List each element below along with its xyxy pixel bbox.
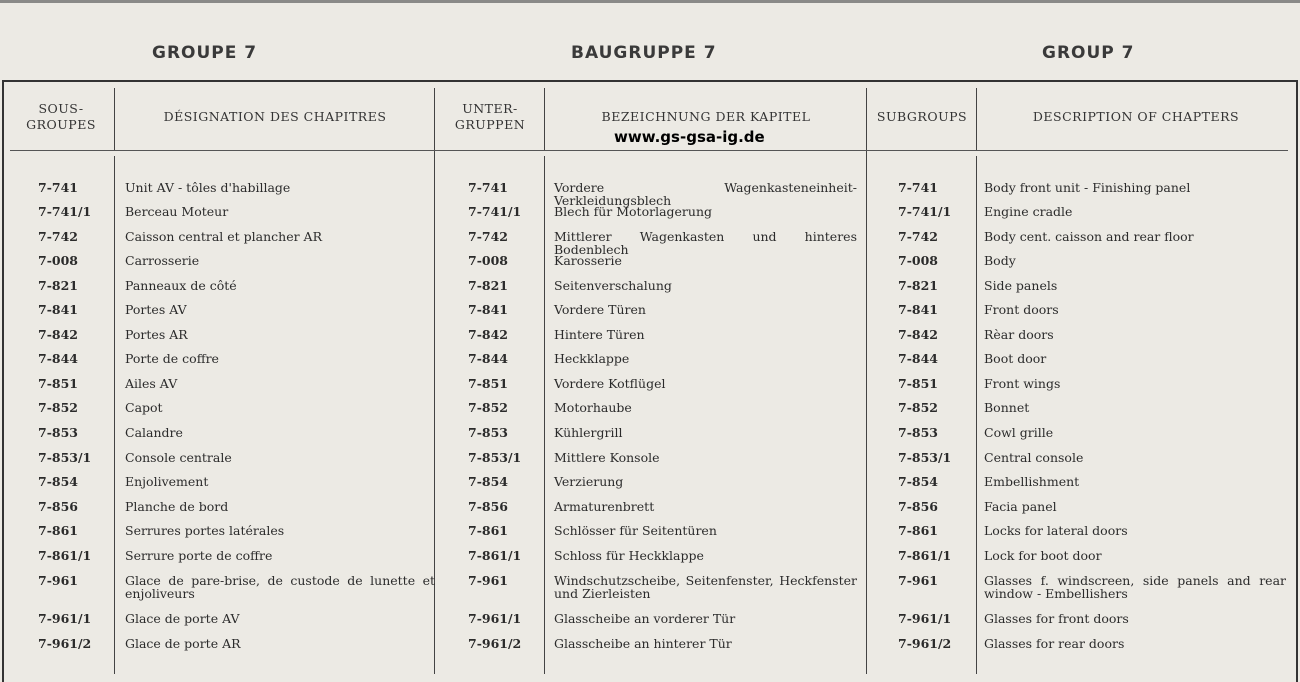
col-header-code-en: SUBGROUPS: [876, 109, 968, 124]
row-code-en: 7-841: [898, 302, 938, 317]
row-desc-en: Cowl grille: [984, 425, 1054, 440]
row-desc-de: Blech für Motorlagerung: [554, 204, 713, 219]
group-title-fr: GROUPE 7: [152, 43, 258, 63]
col-header-desc-fr: DÉSIGNATION DES CHAPITRES: [163, 109, 387, 124]
row-code-fr: 7-961/2: [38, 636, 92, 651]
row-code-fr: 7-961/1: [38, 611, 92, 626]
row-desc-de: Windschutzscheibe, Seitenfenster, Heckfenster und Zierleisten: [554, 573, 857, 601]
row-code-en: 7-854: [898, 474, 938, 489]
row-desc-fr: Capot: [125, 400, 163, 415]
col-header-desc-de: BEZEICHNUNG DER KAPITEL: [601, 109, 811, 124]
row-desc-de: Glasscheibe an vorderer Tür: [554, 611, 736, 626]
divider-en-body: [976, 156, 977, 674]
row-desc-en: Engine cradle: [984, 204, 1073, 219]
row-code-fr: 7-821: [38, 278, 78, 293]
row-code-de: 7-861: [468, 523, 508, 538]
row-code-fr: 7-851: [38, 376, 78, 391]
row-desc-fr: Planche de bord: [125, 499, 229, 514]
row-desc-fr: Glace de pare-brise, de custode de lunette et enjoliveurs: [125, 573, 435, 601]
col-header-desc-en: DESCRIPTION OF CHAPTERS: [1032, 109, 1240, 124]
row-code-fr: 7-853: [38, 425, 78, 440]
row-code-en: 7-742: [898, 229, 938, 244]
row-code-en: 7-852: [898, 400, 938, 415]
row-code-fr: 7-844: [38, 351, 78, 366]
row-code-fr: 7-741/1: [38, 204, 92, 219]
row-desc-en: Embellishment: [984, 474, 1080, 489]
row-desc-de: Vordere Wagenkasteneinheit-Verkleidungsblech: [554, 180, 857, 208]
row-desc-de: Schloss für Heckklappe: [554, 548, 704, 563]
row-desc-de: Mittlerer Wagenkasten und hinteres Bodenblech: [554, 229, 857, 257]
row-desc-en: Bonnet: [984, 400, 1030, 415]
row-code-de: 7-856: [468, 499, 508, 514]
row-code-de: 7-741/1: [468, 204, 522, 219]
row-desc-fr: Carrosserie: [125, 253, 200, 268]
row-code-en: 7-842: [898, 327, 938, 342]
group-title-en: GROUP 7: [1042, 43, 1135, 63]
row-desc-de: Schlösser für Seitentüren: [554, 523, 717, 538]
row-code-en: 7-961/2: [898, 636, 952, 651]
row-code-de: 7-844: [468, 351, 508, 366]
row-code-en: 7-741/1: [898, 204, 952, 219]
row-code-en: 7-853: [898, 425, 938, 440]
row-desc-fr: Ailes AV: [125, 376, 178, 391]
row-code-fr: 7-854: [38, 474, 78, 489]
row-code-de: 7-961: [468, 573, 508, 588]
row-desc-en: Side panels: [984, 278, 1058, 293]
row-desc-fr: Caisson central et plancher AR: [125, 229, 322, 244]
row-code-en: 7-961: [898, 573, 938, 588]
row-desc-fr: Enjolivement: [125, 474, 209, 489]
top-edge-line: [0, 0, 1300, 3]
row-desc-en: Body cent. caisson and rear floor: [984, 229, 1194, 244]
row-desc-de: Verzierung: [554, 474, 624, 489]
row-desc-en: Rèar doors: [984, 327, 1054, 342]
row-code-en: 7-856: [898, 499, 938, 514]
row-desc-fr: Glace de porte AV: [125, 611, 240, 626]
divider-de-body: [544, 156, 545, 674]
col-header-code-fr: SOUS-GROUPES: [26, 101, 96, 132]
row-desc-de: Kühlergrill: [554, 425, 623, 440]
row-code-fr: 7-861: [38, 523, 78, 538]
row-code-de: 7-854: [468, 474, 508, 489]
row-code-de: 7-841: [468, 302, 508, 317]
row-code-fr: 7-742: [38, 229, 78, 244]
row-code-de: 7-861/1: [468, 548, 522, 563]
row-desc-fr: Console centrale: [125, 450, 232, 465]
row-desc-de: Vordere Türen: [554, 302, 646, 317]
row-code-en: 7-844: [898, 351, 938, 366]
row-desc-fr: Calandre: [125, 425, 183, 440]
row-desc-de: Hintere Türen: [554, 327, 645, 342]
row-code-de: 7-821: [468, 278, 508, 293]
row-desc-fr: Panneaux de côté: [125, 278, 237, 293]
divider-fr-body: [114, 156, 115, 674]
header-rule: [10, 150, 1288, 151]
row-code-en: 7-008: [898, 253, 938, 268]
row-code-de: 7-008: [468, 253, 508, 268]
row-code-de: 7-842: [468, 327, 508, 342]
row-desc-fr: Unit AV - tôles d'habillage: [125, 180, 291, 195]
divider-de-header: [544, 88, 545, 150]
row-desc-fr: Portes AV: [125, 302, 187, 317]
row-code-fr: 7-852: [38, 400, 78, 415]
row-desc-de: Heckklappe: [554, 351, 630, 366]
row-code-en: 7-741: [898, 180, 938, 195]
row-desc-en: Boot door: [984, 351, 1047, 366]
row-code-en: 7-851: [898, 376, 938, 391]
row-desc-de: Mittlere Konsole: [554, 450, 660, 465]
row-code-en: 7-853/1: [898, 450, 952, 465]
row-code-fr: 7-008: [38, 253, 78, 268]
row-desc-en: Body front unit - Finishing panel: [984, 180, 1191, 195]
row-code-de: 7-742: [468, 229, 508, 244]
divider-fr-header: [114, 88, 115, 150]
row-code-de: 7-961/2: [468, 636, 522, 651]
row-code-de: 7-852: [468, 400, 508, 415]
row-desc-en: Locks for lateral doors: [984, 523, 1128, 538]
divider-de-en: [866, 88, 867, 674]
col-header-code-de: UNTER-GRUPPEN: [454, 101, 526, 132]
row-desc-en: Front doors: [984, 302, 1059, 317]
row-desc-de: Seitenverschalung: [554, 278, 672, 293]
watermark-url: www.gs-gsa-ig.de: [614, 128, 765, 146]
row-code-de: 7-851: [468, 376, 508, 391]
row-desc-en: Glasses f. windscreen, side panels and rear window - Embellishers: [984, 573, 1286, 601]
row-code-fr: 7-842: [38, 327, 78, 342]
row-desc-fr: Porte de coffre: [125, 351, 219, 366]
row-desc-fr: Serrure porte de coffre: [125, 548, 273, 563]
row-desc-de: Armaturenbrett: [554, 499, 655, 514]
row-code-de: 7-853: [468, 425, 508, 440]
row-code-fr: 7-841: [38, 302, 78, 317]
row-desc-en: Glasses for front doors: [984, 611, 1129, 626]
row-code-de: 7-741: [468, 180, 508, 195]
divider-en-header: [976, 88, 977, 150]
row-code-en: 7-861: [898, 523, 938, 538]
row-code-de: 7-961/1: [468, 611, 522, 626]
row-desc-en: Glasses for rear doors: [984, 636, 1125, 651]
row-desc-de: Karosserie: [554, 253, 622, 268]
row-code-de: 7-853/1: [468, 450, 522, 465]
row-desc-en: Central console: [984, 450, 1084, 465]
row-desc-fr: Glace de porte AR: [125, 636, 241, 651]
row-desc-de: Motorhaube: [554, 400, 632, 415]
row-desc-en: Body: [984, 253, 1016, 268]
row-desc-en: Lock for boot door: [984, 548, 1102, 563]
row-desc-de: Vordere Kotflügel: [554, 376, 666, 391]
group-title-de: BAUGRUPPE 7: [571, 43, 717, 63]
row-desc-en: Front wings: [984, 376, 1061, 391]
row-code-en: 7-961/1: [898, 611, 952, 626]
row-desc-fr: Serrures portes latérales: [125, 523, 285, 538]
row-code-en: 7-861/1: [898, 548, 952, 563]
row-desc-fr: Portes AR: [125, 327, 188, 342]
row-code-fr: 7-961: [38, 573, 78, 588]
row-desc-fr: Berceau Moteur: [125, 204, 229, 219]
row-desc-de: Glasscheibe an hinterer Tür: [554, 636, 732, 651]
row-code-fr: 7-856: [38, 499, 78, 514]
row-desc-en: Facia panel: [984, 499, 1057, 514]
row-code-fr: 7-741: [38, 180, 78, 195]
row-code-en: 7-821: [898, 278, 938, 293]
row-code-fr: 7-853/1: [38, 450, 92, 465]
row-code-fr: 7-861/1: [38, 548, 92, 563]
